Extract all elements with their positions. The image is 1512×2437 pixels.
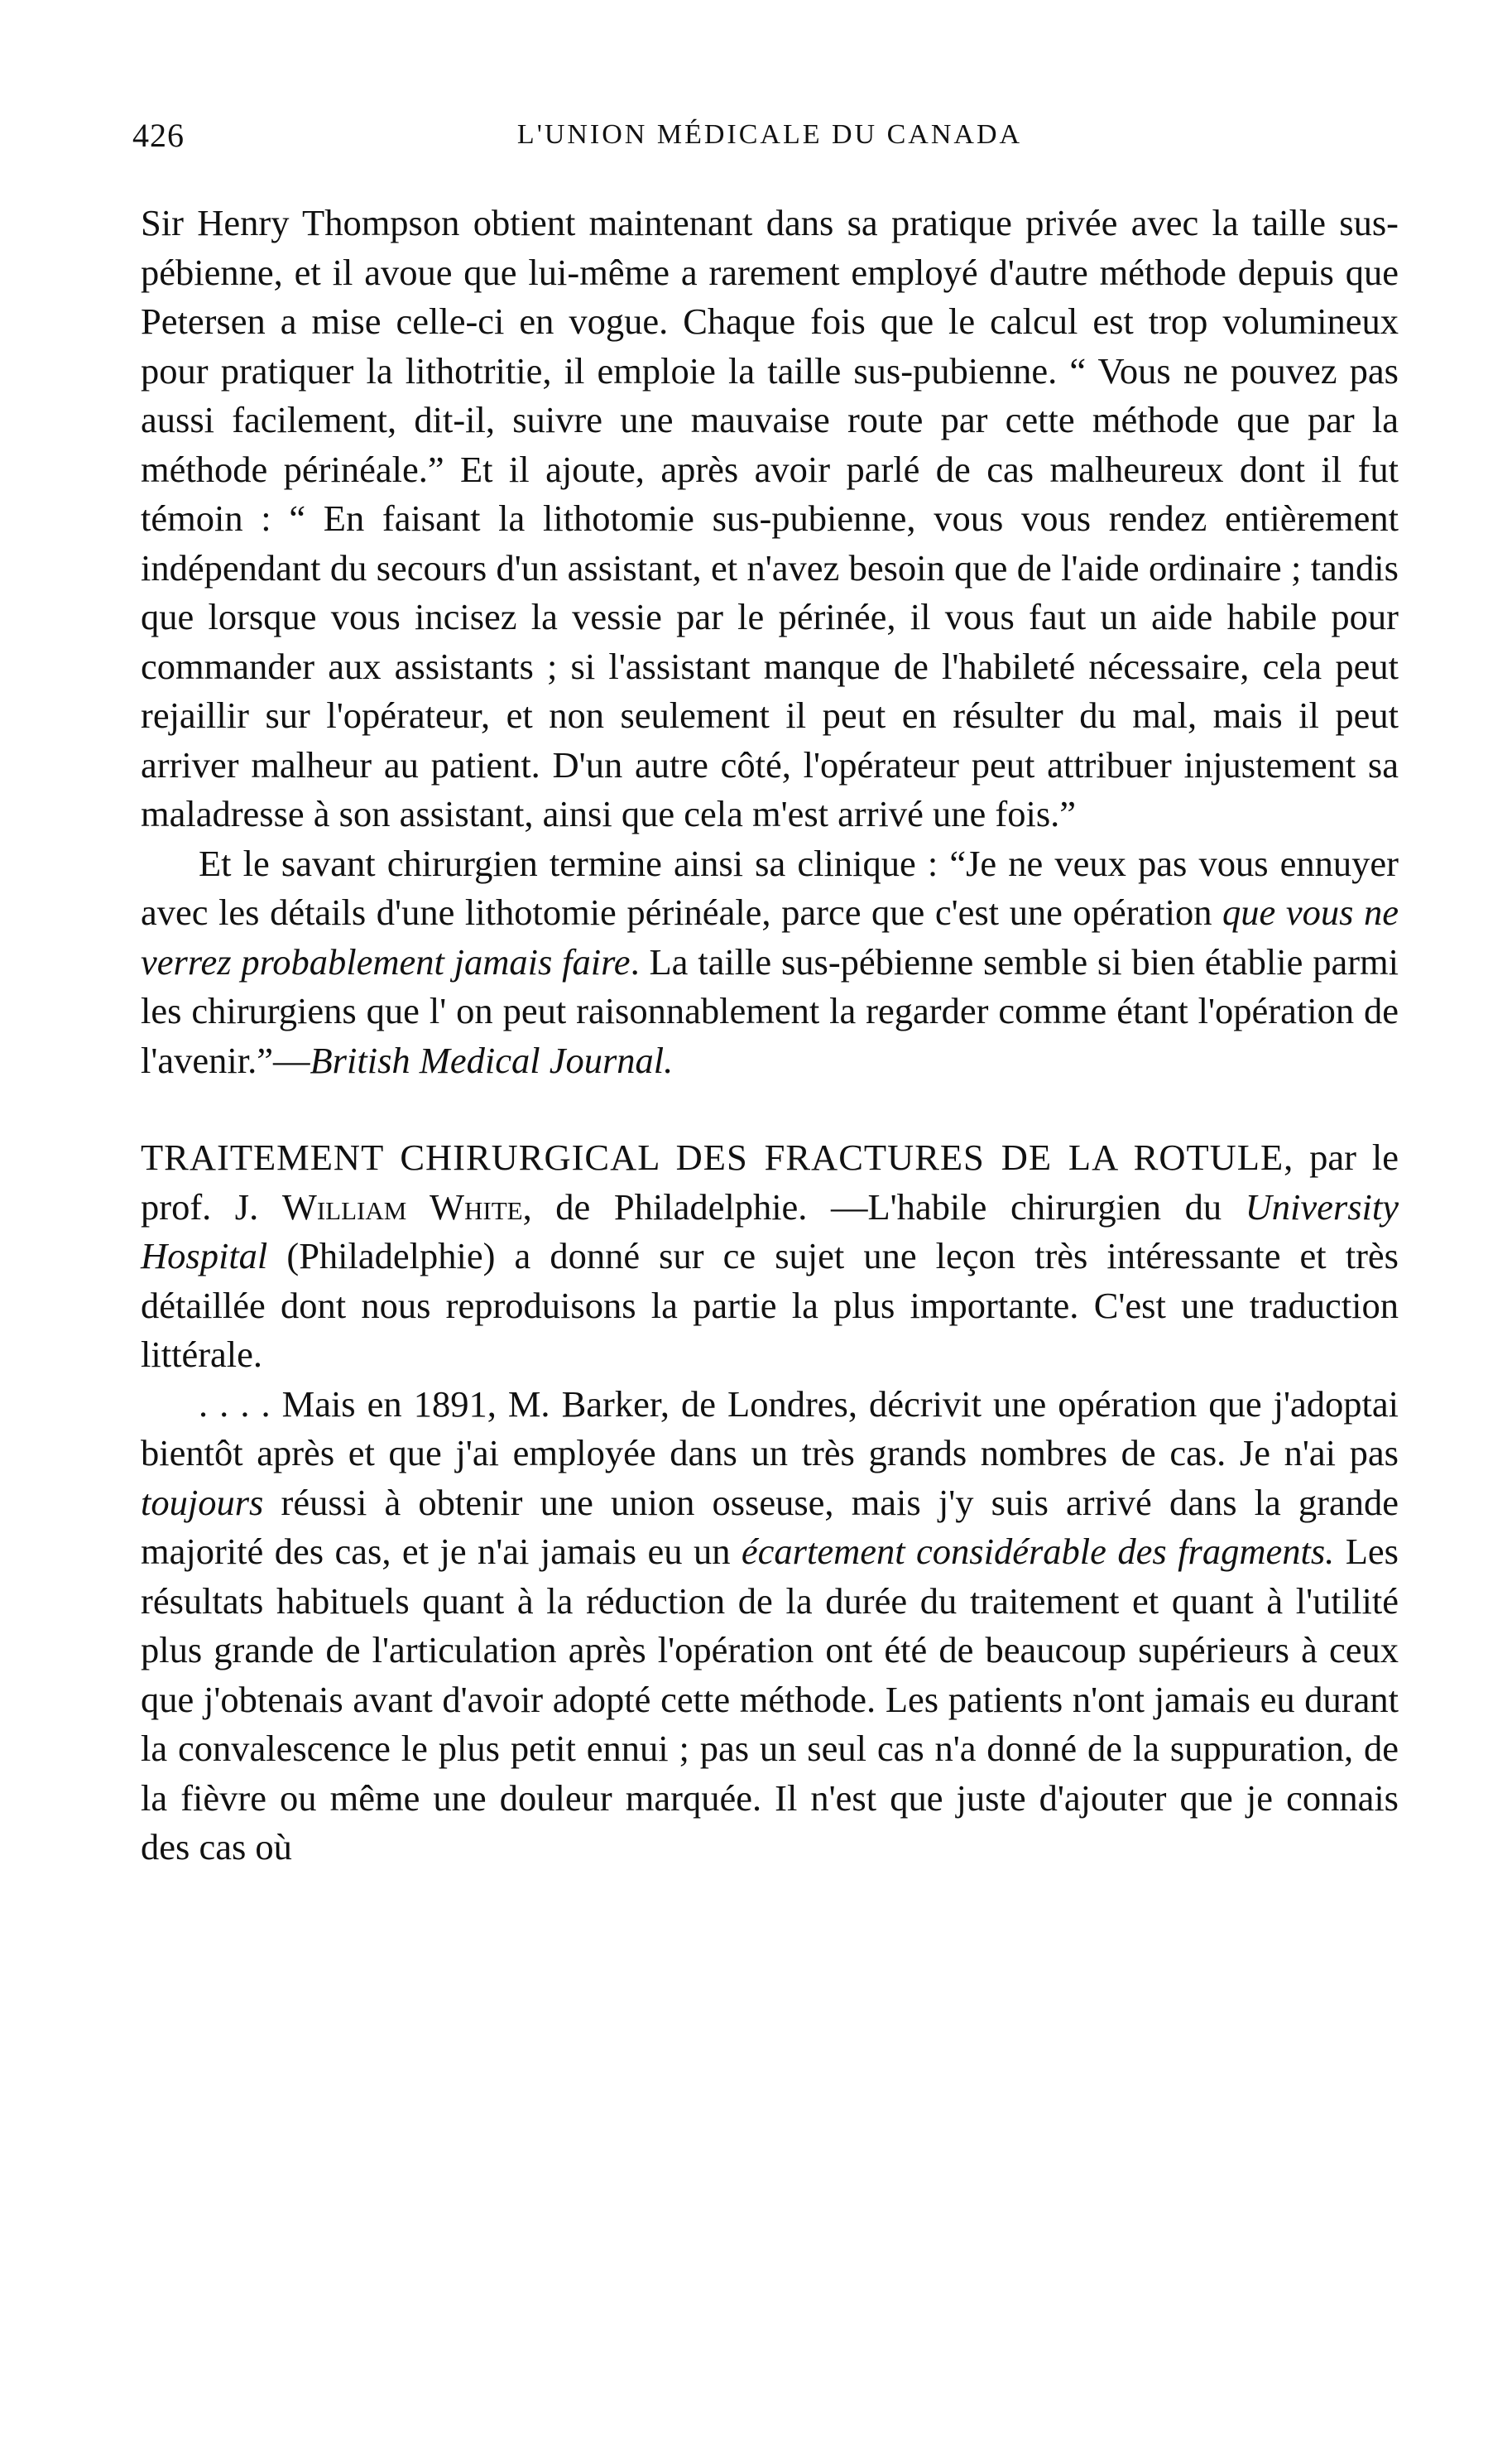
fractures-paragraph-2	[141, 1380, 1399, 1872]
thompson-p2-italic-quote: que vous ne verrez probablement jamais faire	[141, 892, 1399, 983]
article-heading: TRAITEMENT CHIRURGICAL DES FRACTURES DE LA ROTULE,	[141, 1137, 1294, 1178]
thompson-p2-text-2: . La taille sus-pébienne semble si bien établie parmi les chirurgiens que l' on peut raisonnablement la regarder comme étant l'opération de l'avenir.”—	[141, 940, 1399, 1081]
fractures-intro-paragraph	[141, 1133, 1399, 1380]
page-header	[132, 116, 1407, 166]
fractures-p2-italic-1: toujours	[141, 1481, 264, 1523]
article-body	[141, 199, 1399, 1872]
thompson-paragraph-1: Sir Henry Thompson obtient maintenant dans sa pratique privée avec la taille sus-pébienne, et il avoue que lui-même a rarement employé d'autre méthode depuis que Petersen a mise celle-ci en vogue. Chaque fois que le calcul est trop volumineux pour pratiquer la lithotritie, il emploie la taille sus-pubienne. “ Vous ne pouvez pas aussi facilement, dit-il, suivre une mauvaise route par cette méthode que par la méthode périnéale.” Et il ajoute, après avoir parlé de cas malheureux dont il fut témoin : “ En faisant la lithotomie sus-pubienne, vous vous rendez entièrement indépendant du secours d'un assistant, et n'avez besoin que de l'aide ordinaire ; tandis que lorsque vous incisez la vessie par le périnée, il vous faut un aide habile pour commander aux assistants ; si l'assistant manque de l'habileté nécessaire, cela peut rejaillir sur l'opérateur, et non seulement il peut en résulter du mal, mais il peut arriver malheur au patient. D'un autre côté, l'opérateur peut attribuer injustement sa maladresse à son assistant, ainsi que cela m'est arrivé une fois.”	[141, 202, 1399, 834]
thompson-paragraph-2	[141, 839, 1399, 1086]
fractures-p2-text-3: Les résultats habituels quant à la réduction de la durée du traitement et quant à l'utilité plus grande de l'articulation après l'opération ont été de beaucoup supérieurs à ceux que j'obtenais avant d'avoir adopté cette méthode. Les patients n'ont jamais eu durant la convalescence le plus petit ennui ; pas un seul cas n'a donné de la suppuration, de la fièvre ou même une douleur marquée. Il n'est que juste d'ajouter que je connais des cas où	[141, 1531, 1399, 1867]
thompson-p2-text-1: Et le savant chirurgien termine ainsi sa clinique : “Je ne veux pas vous ennuyer avec les détails d'une lithotomie périnéale, parce que c'est une opération	[141, 842, 1399, 933]
fractures-p2-italic-2: écartement considérable des fragments.	[741, 1531, 1335, 1572]
journal-citation: British Medical Journal.	[310, 1039, 674, 1081]
fractures-article	[141, 1133, 1399, 1872]
intro-text: (Philadelphie) a donné sur ce sujet une leçon très intéressante et très détaillée dont nous reproduisons la partie la plus importante. C'est une traduction littérale.	[141, 1235, 1399, 1375]
running-title: L'UNION MÉDICALE DU CANADA	[516, 119, 1023, 150]
fractures-p2-text-1: . . . . Mais en 1891, M. Barker, de Londres, décrivit une opération que j'adoptai bientôt après et que j'ai employée dans un très grands nombres de cas. Je n'ai pas	[141, 1382, 1399, 1473]
author-name: William White	[281, 1185, 523, 1228]
byline-prefix: par le prof. J.	[141, 1137, 1399, 1228]
page-number: 426	[132, 117, 185, 154]
fractures-p2-text-2: réussi à obtenir une union osseuse, mais j'y suis arrivé dans la grande majorité des cas, et je n'ai jamais eu un	[141, 1481, 1399, 1572]
hospital-name: University Hospital	[141, 1185, 1399, 1276]
byline-suffix: , de Philadelphie. —L'habile chirurgien du	[522, 1185, 1246, 1228]
